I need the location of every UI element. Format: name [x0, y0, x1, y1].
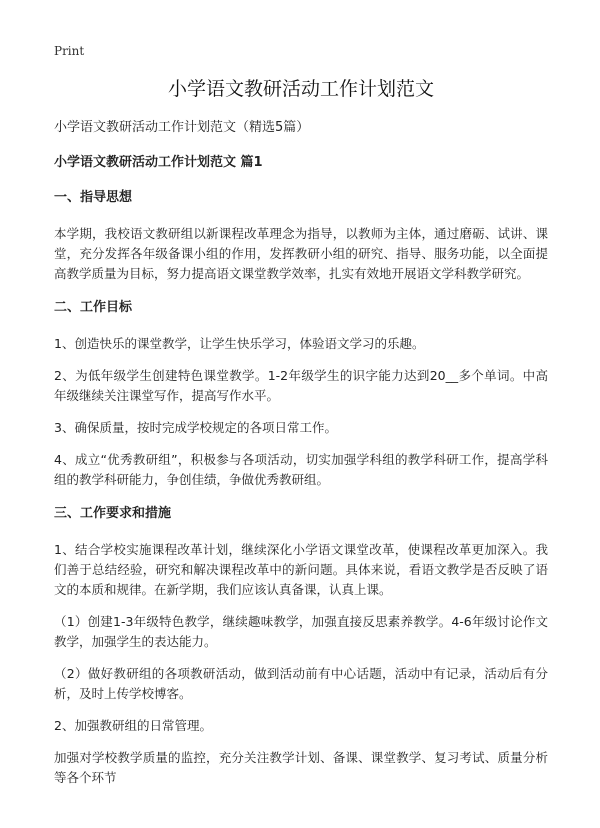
requirement-item-2: 2、加强教研组的日常管理。 — [54, 718, 212, 733]
heading-guiding-ideology: 一、指导思想 — [54, 190, 133, 205]
document-content — [54, 76, 548, 800]
requirement-subitem-2: （2）做好教研组的各项教研活动，做到活动前有中心话题，活动中有记录，活动后有分析，及时上传学校博客。 — [54, 666, 548, 701]
goal-item-2: 2、为低年级学生创建特色课堂教学。1-2年级学生的识字能力达到20__多个单词。中高年级继续关注课堂写作，提高写作水平。 — [54, 368, 548, 403]
heading-requirements-measures: 三、工作要求和措施 — [54, 506, 172, 521]
page-title: 小学语文教研活动工作计划范文 — [167, 78, 434, 100]
goal-item-4: 4、成立“优秀教研组”，积极参与各项活动，切实加强学科组的教学科研工作，提高学科组的教学科研能力，争创佳绩，争做优秀教研组。 — [54, 452, 548, 487]
requirement-item-2-text: 加强对学校教学质量的监控，充分关注教学计划、备课、课堂教学、复习考试、质量分析等各个环节 — [54, 750, 548, 785]
section-title: 小学语文教研活动工作计划范文 篇1 — [54, 155, 263, 170]
requirement-subitem-1: （1）创建1-3年级特色教学，继续趣味教学，加强直接反思素养教学。4-6年级讨论作文教学，加强学生的表达能力。 — [54, 614, 548, 649]
requirement-item-1: 1、结合学校实施课程改革计划，继续深化小学语文课堂改革，使课程改革更加深入。我们善于总结经验，研究和解决课程改革中的新问题。具体来说，看语文教学是否反映了语文的本质和规律。在新学期，我们应该认真备课，认真上课。 — [54, 542, 548, 597]
goal-item-3: 3、确保质量，按时完成学校规定的各项日常工作。 — [54, 420, 337, 435]
print-link[interactable]: Print — [54, 44, 85, 58]
paragraph-guiding-ideology: 本学期，我校语文教研组以新课程改革理念为指导，以教师为主体，通过磨砺、试讲、课堂，充分发挥各年级备课小组的作用，发挥教研小组的研究、指导、服务功能，以全面提高教学质量为目标，努力提高语文课堂教学效率，扎实有效地开展语文学科教学研究。 — [54, 226, 548, 281]
document-subtitle: 小学语文教研活动工作计划范文（精选5篇） — [54, 120, 310, 135]
goal-item-1: 1、创造快乐的课堂教学，让学生快乐学习，体验语文学习的乐趣。 — [54, 336, 425, 351]
heading-work-goals: 二、工作目标 — [54, 300, 133, 315]
